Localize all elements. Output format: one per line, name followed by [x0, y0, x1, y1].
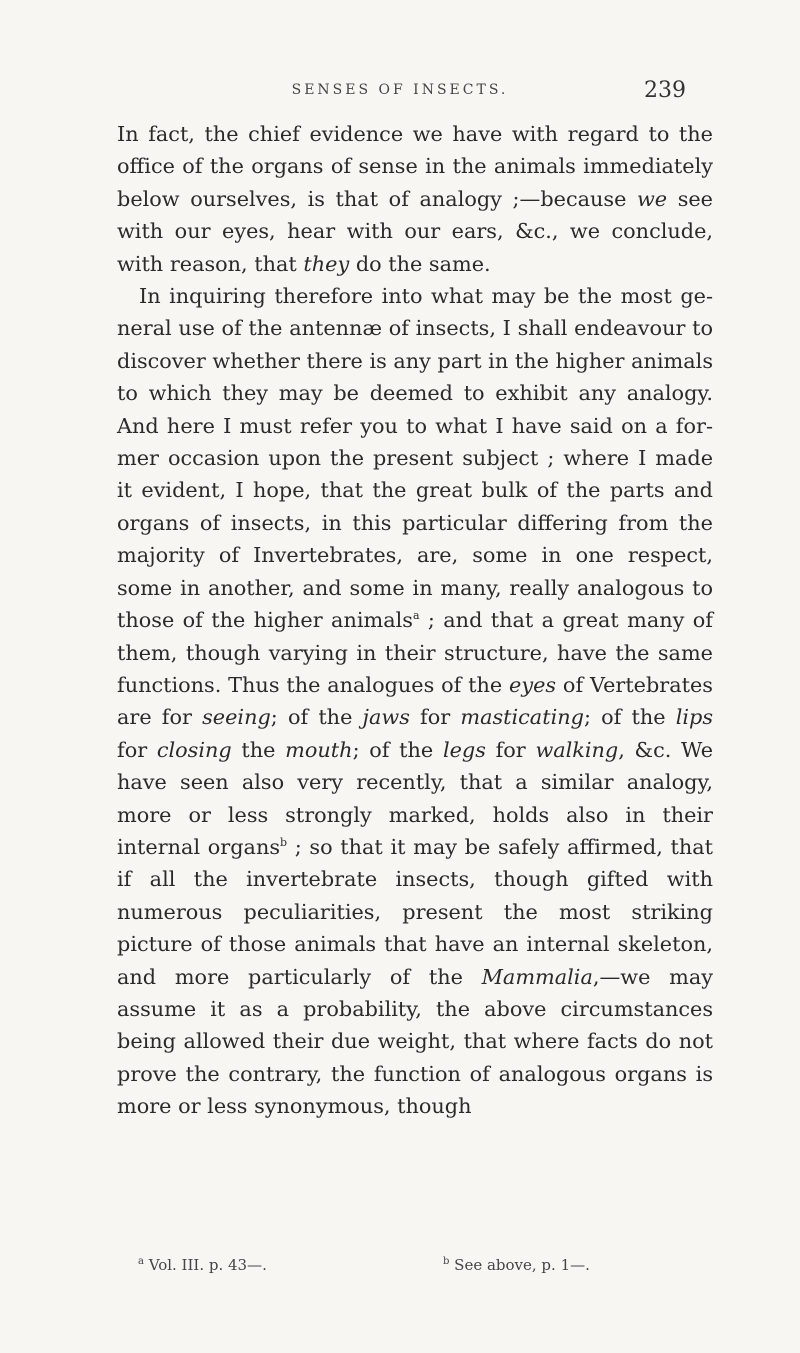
- italic-mouth: mouth: [285, 737, 353, 762]
- footnote-ref-a: a: [412, 609, 420, 623]
- paragraph-1: [117, 118, 713, 280]
- footnote-a: [138, 1256, 267, 1274]
- paragraph-2-text-12: ; so that it may be safely affirmed, that if all the invertebrate insects, though gifted with numerous peculiarities, present the most striking picture of those animals that have an internal skeleton, and more particularly of the: [117, 834, 714, 989]
- paragraph-2-text-2: ; and that a great many of them, though varying in their structure, have the same functions. Thus the analogues of the: [117, 608, 713, 697]
- paragraph-2-text-4: ; of the: [270, 705, 363, 730]
- paragraph-2-text-13: ,—we may assume it as a probability, the above circumstances being allowed their due weight, that where facts do not prove the contrary, the function of analogous organs is more or less synonymous, though: [117, 964, 713, 1119]
- footnote-a-text: Vol. III. p. 43—.: [143, 1256, 267, 1274]
- italic-we: we: [636, 186, 668, 211]
- footnote-b-mark: b: [443, 1256, 450, 1267]
- paragraph-2-text-10: for: [485, 737, 536, 762]
- running-title: SENSES OF INSECTS.: [291, 82, 509, 98]
- paragraph-2-text-5: for: [409, 705, 461, 730]
- paragraph-2-text-6: ; of the: [583, 705, 676, 730]
- body-text: [117, 118, 713, 1123]
- paragraph-1-text-1: In fact, the chief evidence we have with regard to the office of the organs of sense in the animals immediately below ourselves, is that of analogy ;—because: [117, 122, 713, 211]
- footnote-b: [443, 1256, 590, 1274]
- italic-closing: closing: [156, 737, 232, 762]
- italic-lips: lips: [675, 705, 713, 730]
- footnote-b-text: See above, p. 1—.: [449, 1256, 590, 1274]
- footnote-a-mark: a: [138, 1256, 144, 1267]
- italic-walking: walking: [535, 737, 619, 762]
- paragraph-2-text-3: of Vertebrates are for: [117, 672, 713, 730]
- italic-seeing: seeing: [202, 705, 271, 730]
- paragraph-1-text-3: do the same.: [349, 251, 491, 276]
- page-number: 239: [644, 78, 686, 103]
- paragraph-2-text-9: ; of the: [352, 737, 443, 762]
- italic-masticating: masticating: [460, 705, 584, 730]
- italic-they: they: [303, 251, 350, 276]
- italic-jaws: jaws: [362, 705, 410, 730]
- italic-eyes: eyes: [509, 672, 557, 697]
- paragraph-2-text-7: for: [117, 737, 157, 762]
- paragraph-2-text-1: In inquiring therefore into what may be the most general use of the antennæ of insects, I shall endeavour to discover whether there is any part in the higher animals to which they may be deemed to exhibit any analogy. And here I must refer you to what I have said on a former occasion upon the present subject ; where I made it evident, I hope, that the great bulk of the parts and organs of insects, in this particular differing from the majority of Invertebrates, are, some in one respect, some in another, and some in many, really analogous to those of the higher animals: [117, 284, 713, 633]
- italic-mammalia: Mammalia: [481, 964, 593, 989]
- italic-legs: legs: [442, 737, 486, 762]
- paragraph-2-text-8: the: [231, 737, 286, 762]
- paragraph-2: [117, 280, 713, 1123]
- paragraph-1-text-2: see with our eyes, hear with our ears, &c., we conclude, with reason, that: [117, 186, 713, 276]
- paragraph-2-text-11: , &c. We have seen also very recently, that a similar analogy, more or less strongly marked, holds also in their internal organs: [117, 737, 714, 859]
- footnote-ref-b: b: [280, 836, 288, 850]
